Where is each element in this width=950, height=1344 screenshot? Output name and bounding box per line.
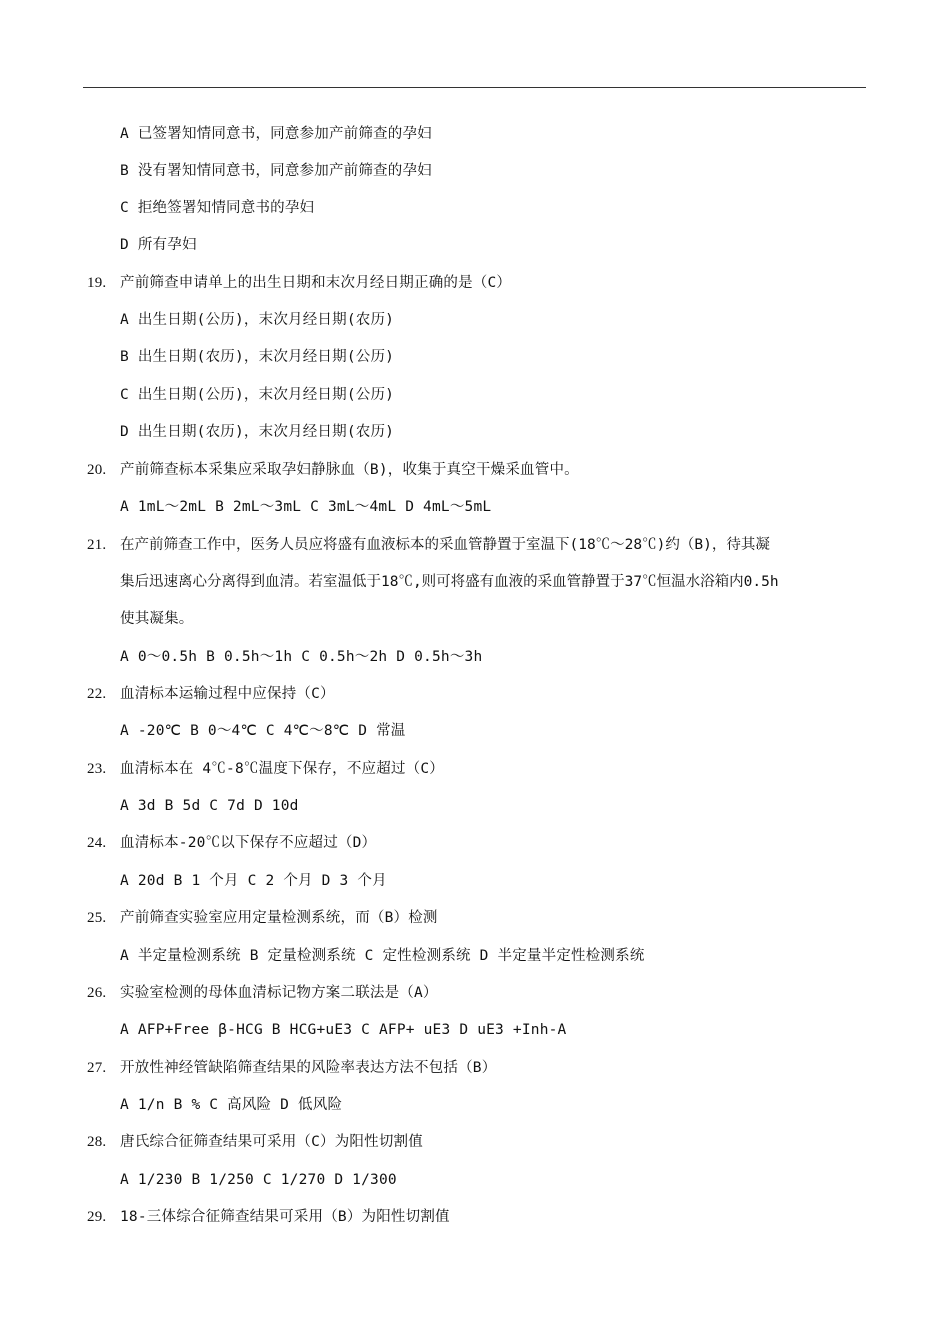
option-line: A 1/230 B 1/250 C 1/270 D 1/300 (120, 1172, 397, 1188)
question-number: 28. (87, 1134, 107, 1150)
option-line: D 出生日期(农历)，末次月经日期(农历) (120, 424, 395, 440)
question-text: 唐氏综合征筛查结果可采用（C）为阳性切割值 (120, 1134, 423, 1150)
question-number: 21. (87, 537, 107, 553)
option-line: A 半定量检测系统 B 定量检测系统 C 定性检测系统 D 半定量半定性检测系统 (120, 948, 645, 964)
question-number: 25. (87, 910, 107, 926)
question-number: 23. (87, 761, 107, 777)
question-text: 血清标本-20℃以下保存不应超过（D） (120, 835, 377, 851)
option-line: A 3d B 5d C 7d D 10d (120, 798, 299, 814)
option-line: A 出生日期(公历)，末次月经日期(农历) (120, 312, 395, 328)
option-line: A 1/n B % C 高风险 D 低风险 (120, 1097, 343, 1113)
question-number: 26. (87, 985, 107, 1001)
option-line: B 出生日期(农历)，末次月经日期(公历) (120, 349, 395, 365)
option-line: A 1mL～2mL B 2mL～3mL C 3mL～4mL D 4mL～5mL (120, 499, 492, 515)
option-line: C 出生日期(公历)，末次月经日期(公历) (120, 387, 395, 403)
header-rule (83, 87, 866, 88)
question-text: 血清标本运输过程中应保持（C） (120, 686, 335, 702)
option-line: A 已签署知情同意书，同意参加产前筛查的孕妇 (120, 126, 432, 142)
question-number: 24. (87, 835, 107, 851)
option-line: A 0～0.5h B 0.5h～1h C 0.5h～2h D 0.5h～3h (120, 649, 483, 665)
question-text-continued: 使其凝集。 (120, 611, 194, 627)
question-text: 18-三体综合征筛查结果可采用（B）为阳性切割值 (120, 1209, 450, 1225)
question-text: 血清标本在 4℃-8℃温度下保存，不应超过（C） (120, 761, 444, 777)
option-line: A -20℃ B 0～4℃ C 4℃～8℃ D 常温 (120, 723, 406, 739)
option-line: A 20d B 1 个月 C 2 个月 D 3 个月 (120, 873, 387, 889)
option-line: B 没有署知情同意书，同意参加产前筛查的孕妇 (120, 163, 432, 179)
question-number: 19. (87, 275, 107, 291)
question-text: 产前筛查申请单上的出生日期和末次月经日期正确的是（C） (120, 275, 512, 291)
question-text: 在产前筛查工作中，医务人员应将盛有血液标本的采血管静置于室温下(18℃～28℃)约（B)，待其凝 (120, 537, 770, 553)
question-text-continued: 集后迅速离心分离得到血清。若室温低于18℃,则可将盛有血液的采血管静置于37℃恒温水浴箱内0.5h (120, 574, 779, 590)
option-line: D 所有孕妇 (120, 237, 197, 253)
question-text: 产前筛查标本采集应采取孕妇静脉血（B)，收集于真空干燥采血管中。 (120, 462, 579, 478)
question-text: 实验室检测的母体血清标记物方案二联法是（A） (120, 985, 438, 1001)
option-line: C 拒绝签署知情同意书的孕妇 (120, 200, 315, 216)
question-number: 27. (87, 1060, 107, 1076)
question-text: 开放性神经管缺陷筛查结果的风险率表达方法不包括（B） (120, 1060, 497, 1076)
question-number: 22. (87, 686, 107, 702)
question-number: 29. (87, 1209, 107, 1225)
question-number: 20. (87, 462, 107, 478)
question-text: 产前筛查实验室应用定量检测系统，而（B）检测 (120, 910, 438, 926)
option-line: A AFP+Free β-HCG B HCG+uE3 C AFP+ uE3 D uE3 +Inh-A (120, 1022, 567, 1038)
